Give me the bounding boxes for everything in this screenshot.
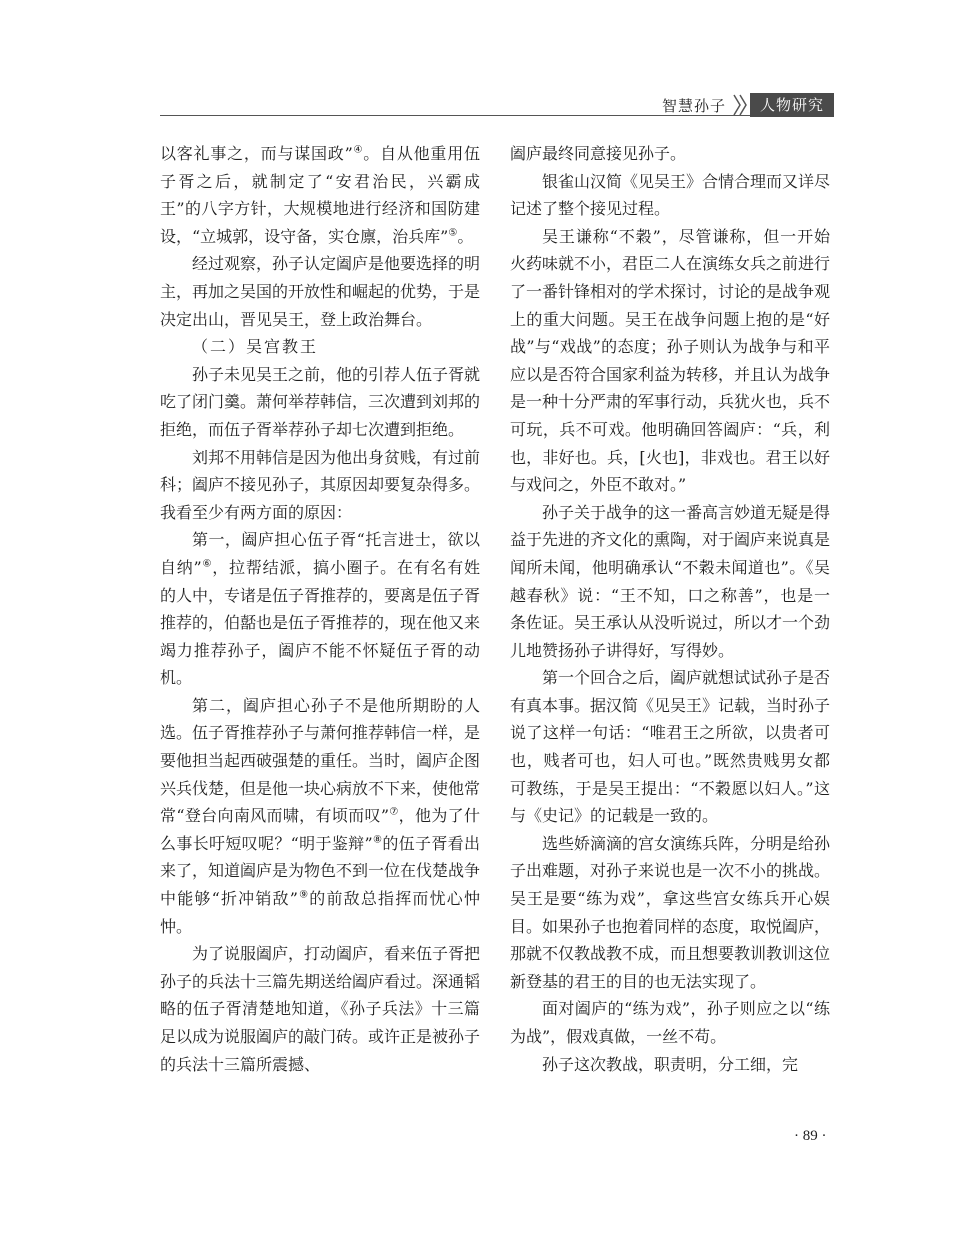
paragraph: 面对阖庐的“练为戏”，孙子则应之以“练为战”，假戏真做，一丝不苟。 bbox=[510, 999, 830, 1046]
paragraph: 选些娇滴滴的宫女演练兵阵，分明是给孙子出难题，对孙子来说也是一次不小的挑战。吴王是要“练为戏”，拿这些宫女练兵开心娱目。如果孙子也抱着同样的态度，取悦阖庐，那就不仅教战教不成，而且想要教训教训这位新登基的君王的目的也无法实现了。 bbox=[510, 833, 831, 991]
double-chevron-icon bbox=[732, 93, 750, 117]
paragraph: 孙子这次教战，职责明，分工细，完 bbox=[542, 1054, 799, 1074]
paragraph: 以客礼事之，而与谋国政”④。自从他重用伍子胥之后，就制定了“安君治民，兴霸成王”的八字方针，大规模地进行经济和国防建设，“立城郭，设守备，实仓廪，治兵库”⑤。 bbox=[160, 144, 480, 246]
paragraph: 银雀山汉简《见吴王》合情合理而又详尽记述了整个接见过程。 bbox=[510, 171, 831, 219]
paragraph: 吴王谦称“不穀”，尽管谦称，但一开始火药味就不小，君臣二人在演练女兵之前进行了一番针锋相对的学术探讨，讨论的是战争观上的重大问题。吴王在战争问题上抱的是“好战”与“戏战”的态度；孙子则认为战争与和平应以是否符合国家利益为转移，并且认为战争是一种十分严肃的军事行动，兵犹火也，兵不可玩，兵不可戏。他明确回答阖庐：“兵，利也，非好也。兵，[火也]，非戏也。君王以好与戏问之，外臣不敢对。” bbox=[510, 226, 831, 495]
book-title: 智慧孙子 bbox=[661, 96, 726, 115]
section-label: 人物研究 bbox=[750, 93, 834, 117]
paragraph: 孙子未见吴王之前，他的引荐人伍子胥就吃了闭门羹。萧何举荐韩信，三次遭到刘邦的拒绝，而伍子胥举荐孙子却七次遭到拒绝。 bbox=[160, 364, 481, 439]
paragraph: 为了说服阖庐，打动阖庐，看来伍子胥把孙子的兵法十三篇先期送给阖庐看过。深通韬略的伍子胥清楚地知道，《孙子兵法》十三篇足以成为说服阖庐的敲门砖。或许正是被孙子的兵法十三篇所震撼、 bbox=[160, 944, 481, 1074]
footnote-ref: ⑥ bbox=[201, 558, 213, 570]
page-number: · 89 · bbox=[794, 1128, 827, 1144]
footnote-ref: ⑨ bbox=[297, 889, 310, 901]
paragraph: 第二，阖庐担心孙子不是他所期盼的人选。伍子胥推荐孙子与萧何推荐韩信一样，是要他担当起西破强楚的重任。当时，阖庐企图兴兵伐楚，但是他一块心病放不下来，使他常常“登台向南风而啸，有顷而叹”⑦，他为了什么事长吁短叹呢？“明于鉴辩”⑧的伍子胥看出来了，知道阖庐是为物色不到一位在伐楚战争中能够“折冲销敌”⑨的前敌总指挥而忧心忡忡。 bbox=[160, 695, 481, 936]
footnote-ref: ④ bbox=[352, 144, 364, 156]
paragraph: 第一，阖庐担心伍子胥“托言进士，欲以自纳”⑥，拉帮结派，搞小圈子。在有名有姓的人中，专诸是伍子胥推荐的，要离是伍子胥推荐的，伯嚭也是伍子胥推荐的，现在他又来竭力推荐孙子，阖庐不能不怀疑伍子胥的动机。 bbox=[160, 530, 481, 688]
footnote-ref: ⑧ bbox=[372, 834, 383, 846]
paragraph: 孙子关于战争的这一番高言妙道无疑是得益于先进的齐文化的熏陶，对于阖庐来说真是闻所未闻，他明确承认“不穀未闻道也”。《吴越春秋》说：“王不知，口之称善”，也是一条佐证。吴王承认从没听说过，所以才一个劲儿地赞扬孙子讲得好，写得妙。 bbox=[510, 502, 831, 660]
section-heading: （二）吴宫教王 bbox=[192, 337, 319, 357]
paragraph: 经过观察，孙子认定阖庐是他要选择的明主，再加之吴国的开放性和崛起的优势，于是决定出山，晋见吴王，登上政治舞台。 bbox=[160, 254, 481, 329]
paragraph: 阖庐最终同意接见孙子。 bbox=[510, 144, 687, 163]
right-column bbox=[510, 140, 830, 1078]
paragraph: 刘邦不用韩信是因为他出身贫贱，有过前科；阖庐不接见孙子，其原因却要复杂得多。我看至少有两方面的原因： bbox=[160, 447, 481, 522]
running-header bbox=[662, 93, 834, 117]
footnote-ref: ⑤ bbox=[448, 227, 458, 239]
left-column bbox=[160, 140, 480, 1078]
paragraph: 第一个回合之后，阖庐就想试试孙子是否有真本事。据汉简《见吴王》记载，当时孙子说了这样一句话：“唯君王之所欲，以贵者可也，贱者可也，妇人可也。”既然贵贱男女都可教练，于是吴王提出：“不穀愿以妇人。”这与《史记》的记载是一致的。 bbox=[510, 668, 831, 826]
footnote-ref: ⑦ bbox=[389, 806, 399, 818]
